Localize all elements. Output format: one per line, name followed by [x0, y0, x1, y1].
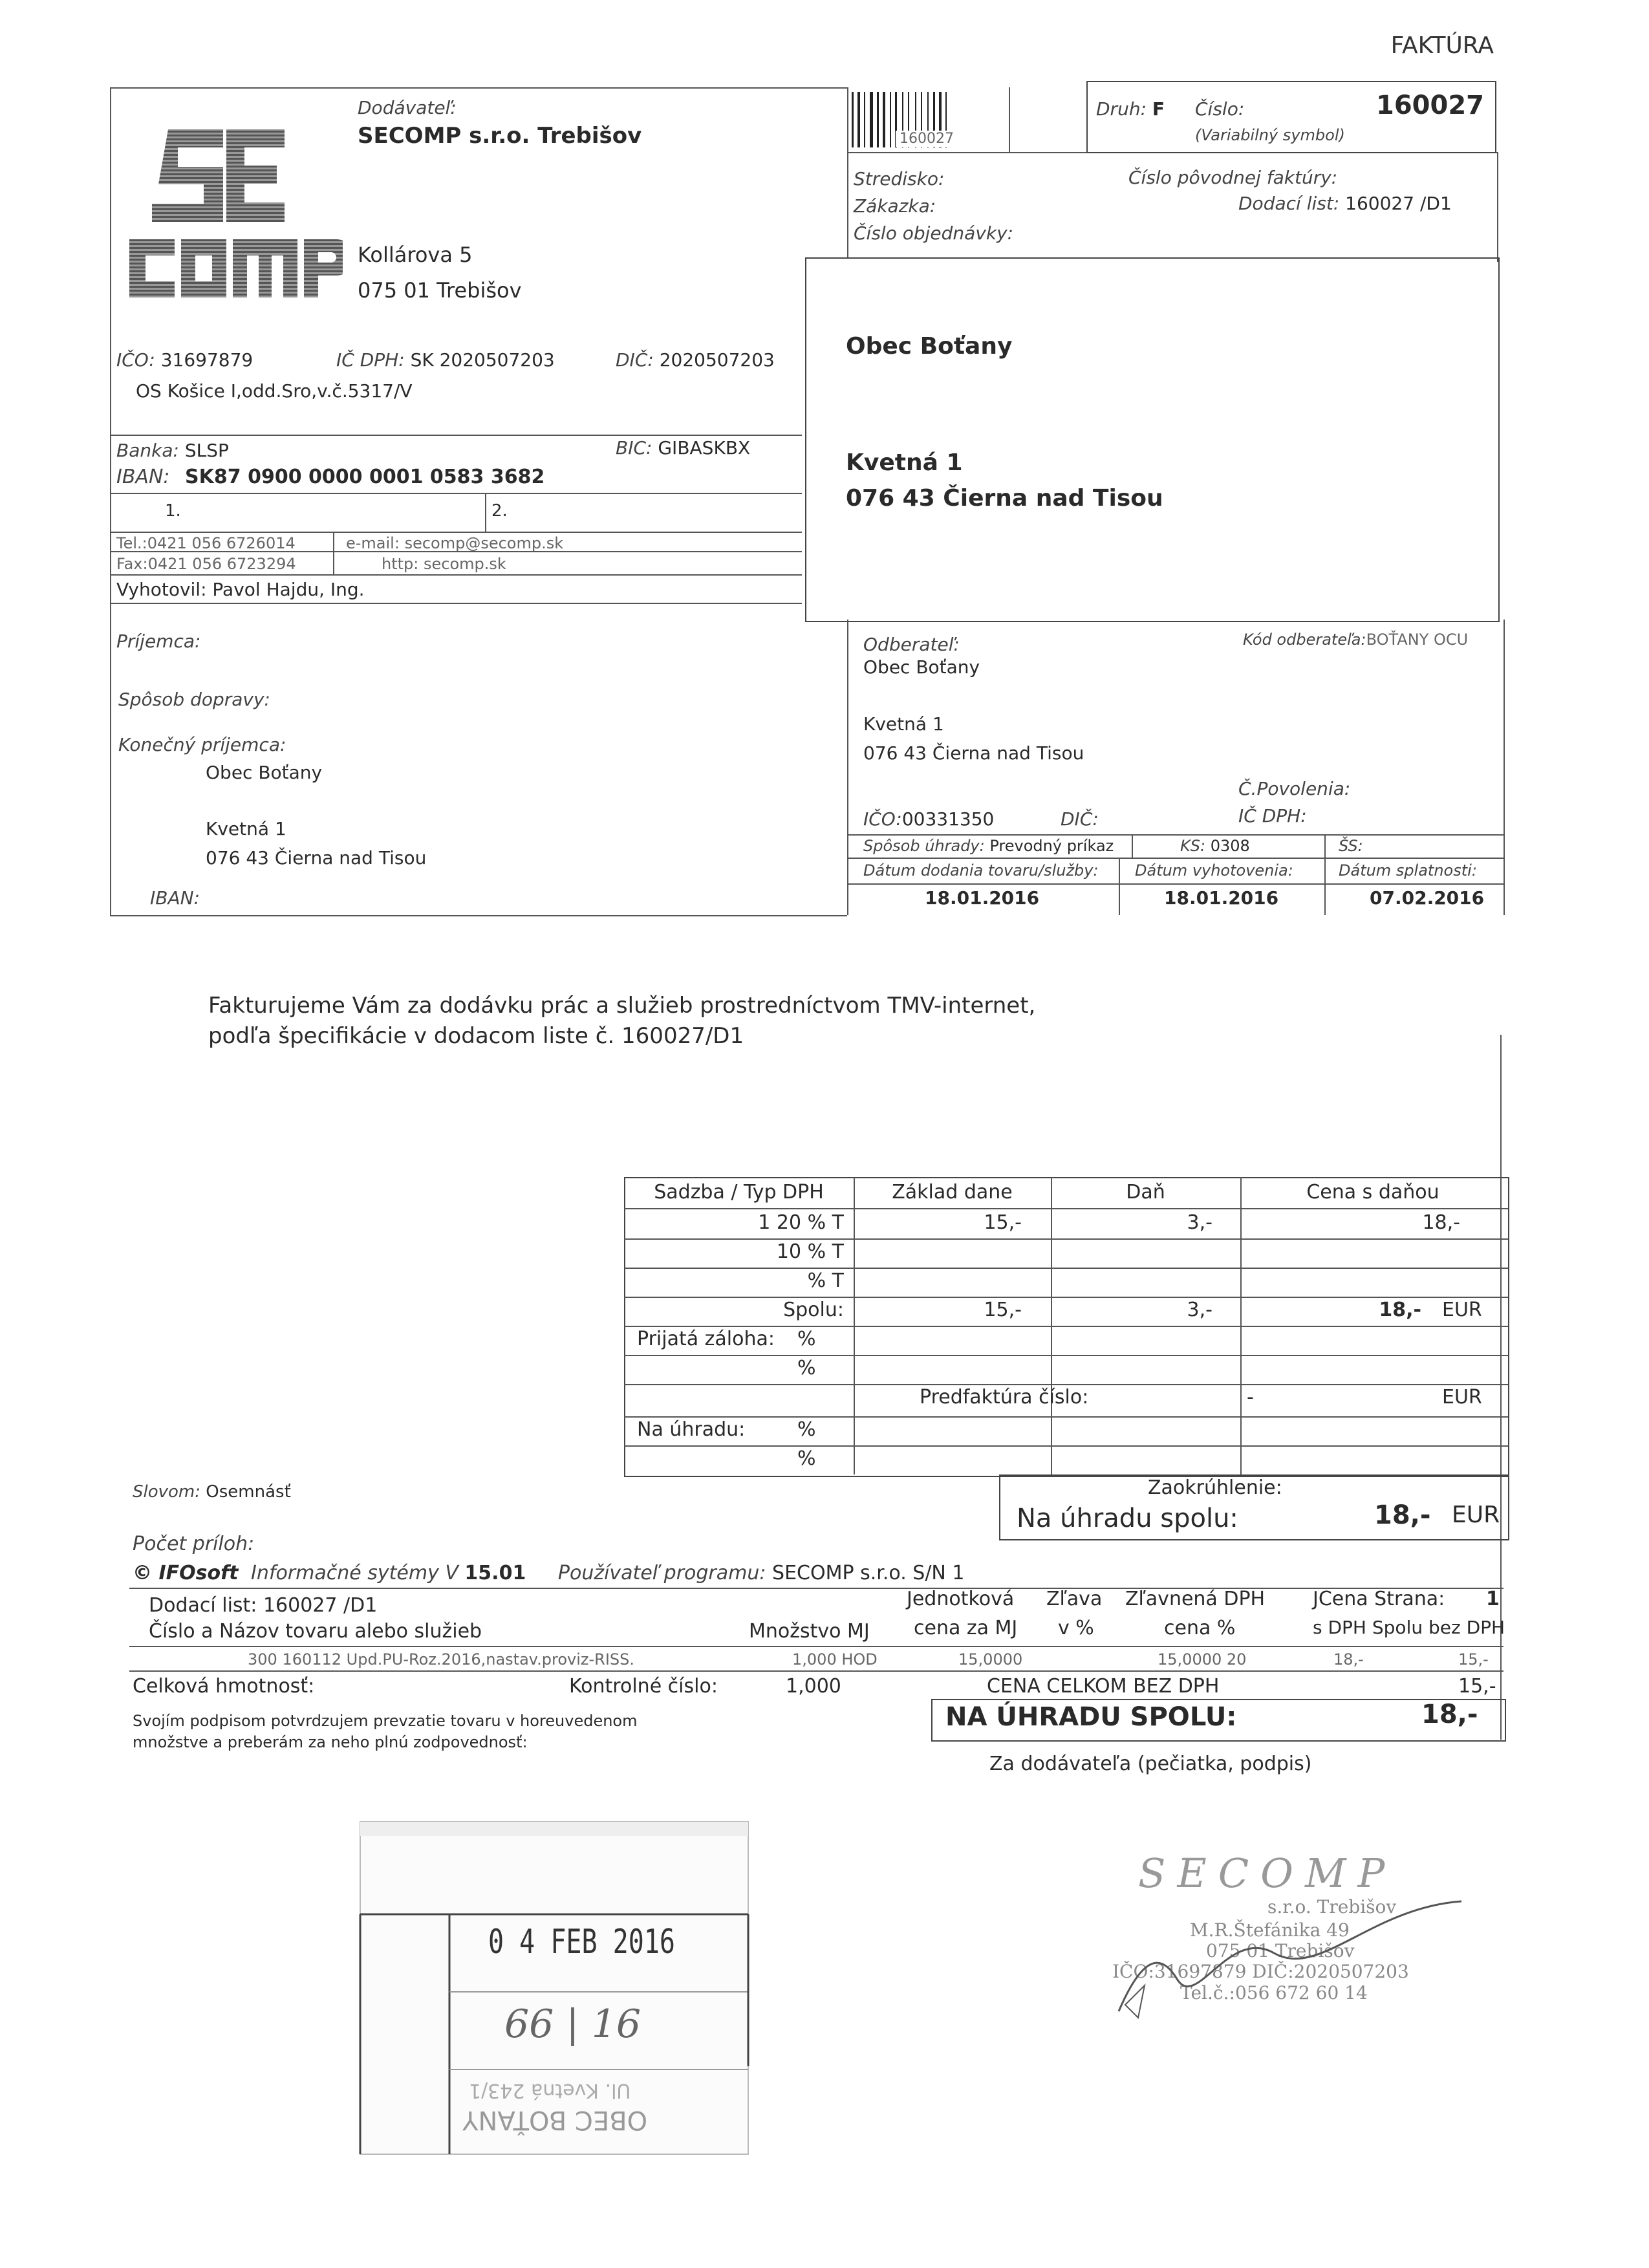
- vat-row-line-4: [624, 1326, 1508, 1327]
- objednavka-label: Číslo objednávky:: [854, 222, 1014, 244]
- supplier-street: Kollárova 5: [358, 243, 473, 267]
- vat-zaloha-pct1: %: [797, 1328, 816, 1350]
- barcode: [850, 91, 1002, 155]
- address-window-box: [805, 257, 1500, 622]
- company-stamp-line3: 075 01 Trebišov: [1206, 1940, 1355, 1961]
- supplier-label: Dodávateľ:: [358, 97, 457, 118]
- vat-zaloha-label: Prijatá záloha:: [637, 1328, 775, 1350]
- payment-ks-value: 0308: [1210, 837, 1250, 855]
- footer-header-divider: [129, 1646, 1503, 1647]
- vat-na-uhradu-label: Na úhradu:: [637, 1418, 746, 1441]
- supplier-dic-label: DIČ:: [616, 349, 654, 371]
- date-issue-label: Dátum vyhotovenia:: [1135, 861, 1293, 880]
- vat-spolu-label: Spolu:: [783, 1299, 844, 1321]
- software-desc: Informačné sytémy V: [251, 1562, 458, 1584]
- grand-total-amount: 18,-: [1421, 1700, 1478, 1729]
- supplier-icdph-value: SK 2020507203: [410, 349, 555, 371]
- customer-street: Kvetná 1: [863, 713, 944, 735]
- secomp-logo: [123, 123, 343, 310]
- dodaci-list: [1238, 193, 1452, 214]
- total-label: Na úhradu spolu:: [1017, 1504, 1238, 1533]
- received-stamp-address: Ul. Kvetná 243/1: [469, 2079, 631, 2102]
- dodaci-list-label: Dodací list:: [1238, 193, 1340, 214]
- software-name: © IFOsoft: [133, 1562, 239, 1584]
- supplier-bank-value: SLSP: [184, 440, 229, 461]
- program-user: SECOMP s.r.o. S/N 1: [772, 1562, 965, 1584]
- supplier-iban-divider: [110, 493, 802, 494]
- payment-ss-divider: [1324, 834, 1326, 915]
- barcode-bar: [870, 92, 873, 147]
- document-type-title: FAKTÚRA: [1390, 32, 1494, 59]
- supplier-ico-label: IČO:: [116, 349, 155, 371]
- date-issue: 18.01.2016: [1164, 887, 1279, 909]
- payment-ks-divider: [1132, 834, 1133, 858]
- vat-row-line-6: [624, 1384, 1508, 1385]
- stredisko-label: Stredisko:: [854, 168, 945, 189]
- customer-label: Odberateľ:: [863, 634, 960, 655]
- vat-row-line-2: [624, 1268, 1508, 1269]
- vat-row1-tax: 3,-: [1187, 1211, 1212, 1234]
- vat-header-tax: Daň: [1126, 1181, 1165, 1204]
- customer-ico-label: IČO:: [863, 808, 902, 830]
- customer-kod: [1243, 631, 1468, 649]
- supplier-bank: [116, 440, 229, 461]
- barcode-bar: [877, 92, 879, 147]
- supplier-iban: [116, 466, 544, 488]
- supplier-iban-value: SK87 0900 0000 0001 0583 3682: [185, 466, 545, 488]
- customer-ico-value: 00331350: [901, 808, 995, 830]
- payment-method-label: Spôsob úhrady:: [863, 837, 985, 855]
- vat-header-rate: Sadzba / Typ DPH: [654, 1181, 824, 1204]
- frame-left-border: [110, 87, 111, 915]
- vat-na-uhradu-pct1: %: [797, 1418, 816, 1441]
- confirmation-text-line1: Svojím podpisom potvrdzujem prevzatie tovaru v horeuvedenom: [133, 1712, 638, 1730]
- supplier-http: http: secomp.sk: [382, 555, 506, 573]
- amount-in-words: [133, 1482, 291, 1502]
- vat-header-base: Základ dane: [892, 1181, 1013, 1204]
- supplier-dic-value: 2020507203: [659, 349, 775, 371]
- supplier-icdph: [336, 349, 555, 371]
- vat-row-line-1: [624, 1238, 1508, 1240]
- footer-item-divider: [129, 1670, 1503, 1672]
- vat-row-line-3: [624, 1297, 1508, 1298]
- vat-spolu-currency: EUR: [1442, 1299, 1482, 1321]
- supplier-contact-col-divider: [333, 532, 334, 574]
- prijemca-label: Príjemca:: [116, 631, 201, 652]
- item-unit-price: 15,0000: [958, 1650, 1023, 1669]
- footer-col-jednotkova: Jednotková: [907, 1588, 1015, 1610]
- item-quantity: 1,000 HOD: [792, 1650, 878, 1669]
- customer-name: Obec Boťany: [863, 656, 980, 678]
- supplier-fax-divider: [110, 574, 802, 576]
- dodaci-list-value: 160027 /D1: [1345, 193, 1452, 214]
- invoice-cislo-label: Číslo:: [1195, 98, 1245, 120]
- footer-col-jednotkova2: cena za MJ: [914, 1617, 1018, 1639]
- dates-value-divider: [847, 883, 1503, 885]
- footer-col-jcena2: s DPH Spolu bez DPH: [1313, 1617, 1505, 1638]
- vat-zaloha-pct2: %: [797, 1357, 816, 1379]
- footer-col-zlavnena2: cena %: [1164, 1617, 1236, 1639]
- body-text-line2: podľa špecifikácie v dodacom liste č. 160027/D1: [208, 1023, 744, 1049]
- customer-city: 076 43 Čierna nad Tisou: [863, 742, 1084, 764]
- payment-method-value: Prevodný príkaz: [989, 837, 1114, 855]
- barcode-bar: [883, 92, 885, 147]
- konecny-prijemca-label: Konečný príjemca:: [118, 734, 286, 755]
- vat-row-line-5: [624, 1355, 1508, 1356]
- vat-row1-total: 18,-: [1422, 1211, 1460, 1234]
- variable-symbol-label: (Variabilný symbol): [1195, 126, 1345, 144]
- konecny-prijemca-street: Kvetná 1: [206, 818, 286, 839]
- payment-ks: [1180, 837, 1250, 855]
- footer-col-mnozstvo: Množstvo MJ: [749, 1620, 870, 1643]
- address-city: 076 43 Čierna nad Tisou: [846, 485, 1163, 512]
- customer-povolenia-label: Č.Povolenia:: [1238, 778, 1351, 799]
- amount-in-words-value: Osemnásť: [206, 1482, 291, 1502]
- frame-top-border: [110, 87, 847, 89]
- footer-col-zlava: Zľava: [1046, 1588, 1103, 1610]
- item-unit-price-vat: 18,-: [1333, 1650, 1364, 1669]
- item-total: 15,-: [1458, 1650, 1489, 1669]
- barcode-bar: [890, 92, 891, 147]
- header-left-border: [847, 87, 848, 259]
- program-user-label: Používateľ programu:: [557, 1562, 766, 1584]
- customer-ico: [863, 808, 994, 830]
- received-stamp-handwritten: 66 | 16: [504, 2002, 641, 2047]
- customer-left-border: [847, 620, 848, 915]
- date-due-label: Dátum splatnosti:: [1339, 861, 1477, 880]
- invoice-druh-label: Druh:: [1096, 98, 1147, 120]
- header-right-border: [1497, 152, 1498, 262]
- footer-col-jcena: JCena Strana:: [1313, 1588, 1445, 1610]
- supplier-bank-divider: [110, 435, 802, 436]
- item-discount-price: 15,0000 20: [1158, 1650, 1247, 1669]
- supplier-issued-by: Vyhotovil: Pavol Hajdu, Ing.: [116, 579, 365, 600]
- vat-row1-base: 15,-: [984, 1211, 1022, 1234]
- vat-header-divider: [624, 1208, 1508, 1209]
- amount-in-words-label: Slovom:: [133, 1482, 201, 1502]
- total-amount: 18,-: [1374, 1500, 1431, 1530]
- body-text-line1: Fakturujeme Vám za dodávku prác a služieb prostredníctvom TMV-internet,: [208, 993, 1036, 1019]
- total-without-vat-label: CENA CELKOM BEZ DPH: [987, 1675, 1220, 1698]
- secomp-logo-graphic: [123, 123, 343, 310]
- supplier-icdph-label: IČ DPH:: [336, 349, 405, 371]
- footer-cislo-nazov: Číslo a Názov tovaru alebo služieb: [149, 1620, 482, 1643]
- vat-spolu-total: 18,-: [1379, 1299, 1421, 1321]
- supplier-ico-value: 31697879: [160, 349, 253, 371]
- supplier-tel: Tel.:0421 056 6726014: [116, 534, 296, 552]
- footer-top-divider: [129, 1588, 1503, 1589]
- company-stamp-line1: s.r.o. Trebišov: [1267, 1896, 1397, 1917]
- payment-method: [863, 837, 1114, 855]
- footer-col-strana: 1: [1486, 1588, 1500, 1610]
- supplier-bic-label: BIC:: [616, 437, 652, 459]
- doprava-label: Spôsob dopravy:: [118, 689, 270, 710]
- rounding-label: Zaokrúhlenie:: [1148, 1476, 1282, 1499]
- date-due: 07.02.2016: [1370, 887, 1485, 909]
- invoice-number: 160027: [1376, 91, 1484, 120]
- supplier-tel-divider: [110, 551, 802, 552]
- supplier-dic: [616, 349, 775, 371]
- date-delivery-label: Dátum dodania tovaru/služby:: [863, 861, 1099, 880]
- supplier-city: 075 01 Trebišov: [358, 278, 522, 303]
- footer-dodaci-list: Dodací list: 160027 /D1: [149, 1594, 378, 1617]
- footer-col-zlava2: v %: [1058, 1617, 1094, 1639]
- received-stamp: [359, 1820, 750, 2157]
- attachments-label: Počet príloh:: [133, 1533, 255, 1555]
- payment-ks-label: KS:: [1180, 837, 1206, 855]
- vat-na-uhradu-pct2: %: [797, 1447, 816, 1470]
- dates-col1-divider: [1119, 858, 1120, 915]
- received-stamp-date: 0 4 FEB 2016: [488, 1923, 675, 1961]
- total-without-vat: 15,-: [1458, 1675, 1496, 1698]
- company-stamp-line2: M.R.Štefánika 49: [1190, 1919, 1350, 1941]
- vat-row1-rate: 1 20 % T: [758, 1211, 844, 1234]
- customer-right-border: [1503, 620, 1505, 915]
- received-stamp-org: OBEC BOŤANY: [462, 2105, 648, 2135]
- supplier-col-divider: [485, 493, 486, 532]
- zakazka-label: Zákazka:: [854, 195, 936, 217]
- barcode-bar: [864, 92, 865, 147]
- supplier-bic: [616, 437, 750, 459]
- vat-spolu-tax: 3,-: [1187, 1299, 1212, 1321]
- recipient-bottom-divider: [110, 915, 847, 916]
- address-name: Obec Boťany: [846, 333, 1013, 360]
- vat-row3-rate: % T: [807, 1269, 844, 1292]
- supplier-fax: Fax:0421 056 6723294: [116, 555, 296, 573]
- invoice-druh-value: F: [1152, 98, 1165, 120]
- konecny-prijemca-name: Obec Boťany: [206, 762, 323, 783]
- payment-top-divider: [847, 834, 1503, 836]
- invoice-druh: [1096, 98, 1165, 120]
- confirmation-text-line2: množstve a preberám za neho plnú zodpovednosť:: [133, 1733, 528, 1751]
- supplier-signature-label: Za dodávateľa (pečiatka, podpis): [989, 1753, 1312, 1775]
- address-street: Kvetná 1: [846, 449, 963, 476]
- vat-row2-rate: 10 % T: [776, 1240, 844, 1263]
- supplier-registry: OS Košice I,odd.Sro,v.č.5317/V: [136, 380, 413, 402]
- supplier-contact-divider: [110, 532, 802, 533]
- vat-predfaktura-dash: -: [1247, 1386, 1254, 1409]
- barcode-bar: [857, 92, 860, 147]
- supplier-col1: 1.: [165, 501, 181, 521]
- customer-kod-label: Kód odberateľa:: [1243, 631, 1366, 649]
- grand-total-label: NA ÚHRADU SPOLU:: [945, 1702, 1237, 1732]
- vat-row-line-8: [624, 1445, 1508, 1447]
- supplier-bank-label: Banka:: [116, 440, 179, 461]
- supplier-iban-label: IBAN:: [116, 466, 170, 488]
- item-line: 300 160112 Upd.PU-Roz.2016,nastav.proviz-RISS.: [248, 1650, 635, 1669]
- supplier-ico: [116, 349, 253, 371]
- barcode-right-border: [1009, 87, 1010, 152]
- vat-predfaktura-currency: EUR: [1442, 1386, 1482, 1409]
- control-number: 1,000: [786, 1675, 841, 1698]
- company-stamp-signature: [1099, 1850, 1474, 2037]
- vat-header-total: Cena s daňou: [1306, 1181, 1439, 1204]
- supplier-bottom-divider: [110, 603, 802, 604]
- barcode-bar: [852, 92, 854, 147]
- customer-dic-label: DIČ:: [1061, 808, 1099, 830]
- software-version: 15.01: [464, 1562, 526, 1584]
- customer-kod-value: BOŤANY OCU: [1366, 631, 1469, 649]
- supplier-name: SECOMP s.r.o. Trebišov: [358, 123, 642, 149]
- iban-recipient-label: IBAN:: [150, 887, 200, 909]
- company-stamp-line4: IČO:31697879 DIČ:2020507203: [1112, 1961, 1409, 1982]
- company-stamp-brand: SECOMP: [1138, 1850, 1397, 1897]
- company-stamp: [1099, 1850, 1474, 2037]
- vat-spolu-base: 15,-: [984, 1299, 1022, 1321]
- customer-icdph-label: IČ DPH:: [1238, 805, 1307, 826]
- payment-ss-label: ŠS:: [1339, 837, 1363, 855]
- company-stamp-line5: Tel.č.:056 672 60 14: [1180, 1982, 1368, 2003]
- date-delivery: 18.01.2016: [925, 887, 1040, 909]
- povodna-faktura-label: Číslo pôvodnej faktúry:: [1128, 167, 1338, 188]
- control-number-label: Kontrolné číslo:: [569, 1675, 718, 1698]
- dates-label-divider: [847, 858, 1503, 859]
- total-weight-label: Celková hmotnosť:: [133, 1675, 315, 1698]
- vat-row-line-7: [624, 1416, 1508, 1418]
- software-line: [133, 1562, 965, 1584]
- footer-col-zlavnena: Zľavnená DPH: [1125, 1588, 1266, 1610]
- supplier-col2: 2.: [491, 501, 508, 521]
- supplier-bic-value: GIBASKBX: [658, 437, 751, 459]
- total-currency: EUR: [1452, 1502, 1500, 1528]
- vat-predfaktura-label: Predfaktúra číslo:: [920, 1386, 1089, 1409]
- supplier-email: e-mail: secomp@secomp.sk: [346, 534, 564, 552]
- konecny-prijemca-city: 076 43 Čierna nad Tisou: [206, 847, 427, 869]
- barcode-number: 160027: [896, 131, 958, 147]
